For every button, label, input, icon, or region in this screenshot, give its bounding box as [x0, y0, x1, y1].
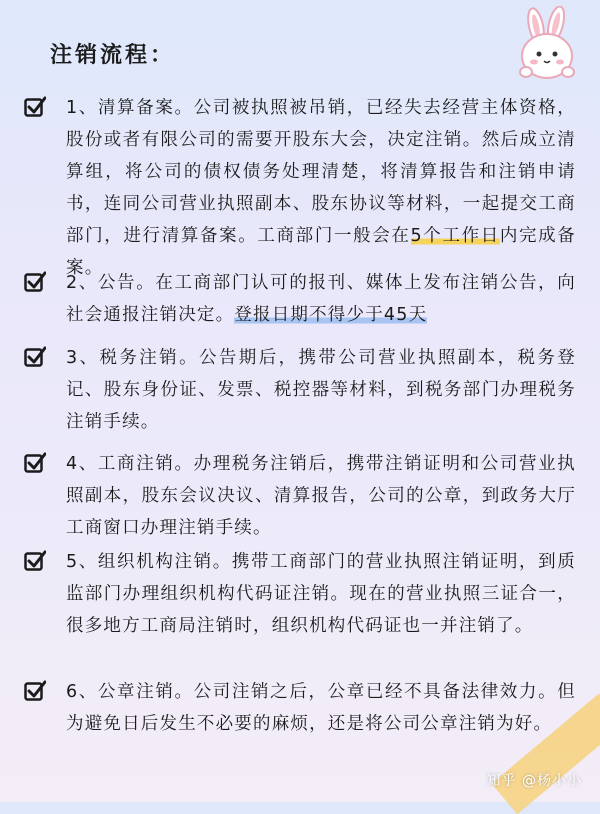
- step-text: 1、清算备案。公司被执照被吊销，已经失去经营主体资格，股份或者有限公司的需要开股东大会，决定注销。然后成立清算组，将公司的债权债务处理清楚，将清算报告和注销申请书，连同公司营业执照副本、股东协议等材料，一起提交工商部门，进行清算备案。工商部门一般会在5个工作日内完成备案。: [66, 98, 576, 278]
- step-item: [24, 267, 576, 331]
- step-item: [24, 92, 576, 284]
- checkbox-checked-icon: [24, 271, 46, 293]
- step-text: 3、税务注销。公告期后，携带公司营业执照副本，税务登记、股东身份证、发票、税控器等材料，到税务部门办理税务注销手续。: [66, 348, 576, 432]
- step-text: 6、公章注销。公司注销之后，公章已经不具备法律效力。但为避免日后发生不必要的麻烦，还是将公司公章注销为好。: [66, 682, 576, 734]
- highlight-text: 5个工作日: [410, 226, 500, 246]
- bunny-sticker-icon: [506, 6, 588, 88]
- step-item: [24, 546, 576, 642]
- checkbox-checked-icon: [24, 680, 46, 702]
- step-item: [24, 448, 576, 544]
- checkbox-checked-icon: [24, 550, 46, 572]
- checkbox-checked-icon: [24, 452, 46, 474]
- step-text: 4、工商注销。办理税务注销后，携带注销证明和公司营业执照副本，股东会议决议、清算报告，公司的公章，到政务大厅工商窗口办理注销手续。: [66, 454, 576, 538]
- step-item: [24, 342, 576, 438]
- page-title: 注销流程：: [50, 43, 176, 68]
- highlight-text: 登报日期不得少于45天: [234, 305, 428, 325]
- step-item: [24, 676, 576, 740]
- watermark: 知乎 @杨小小: [486, 773, 582, 789]
- step-text: 2、公告。在工商部门认可的报刊、媒体上发布注销公告，向社会通报注销决定。登报日期不得少于45天: [66, 273, 576, 325]
- checkbox-checked-icon: [24, 346, 46, 368]
- checkbox-checked-icon: [24, 96, 46, 118]
- step-text: 5、组织机构注销。携带工商部门的营业执照注销证明，到质监部门办理组织机构代码证注销。现在的营业执照三证合一，很多地方工商局注销时，组织机构代码证也一并注销了。: [66, 552, 576, 636]
